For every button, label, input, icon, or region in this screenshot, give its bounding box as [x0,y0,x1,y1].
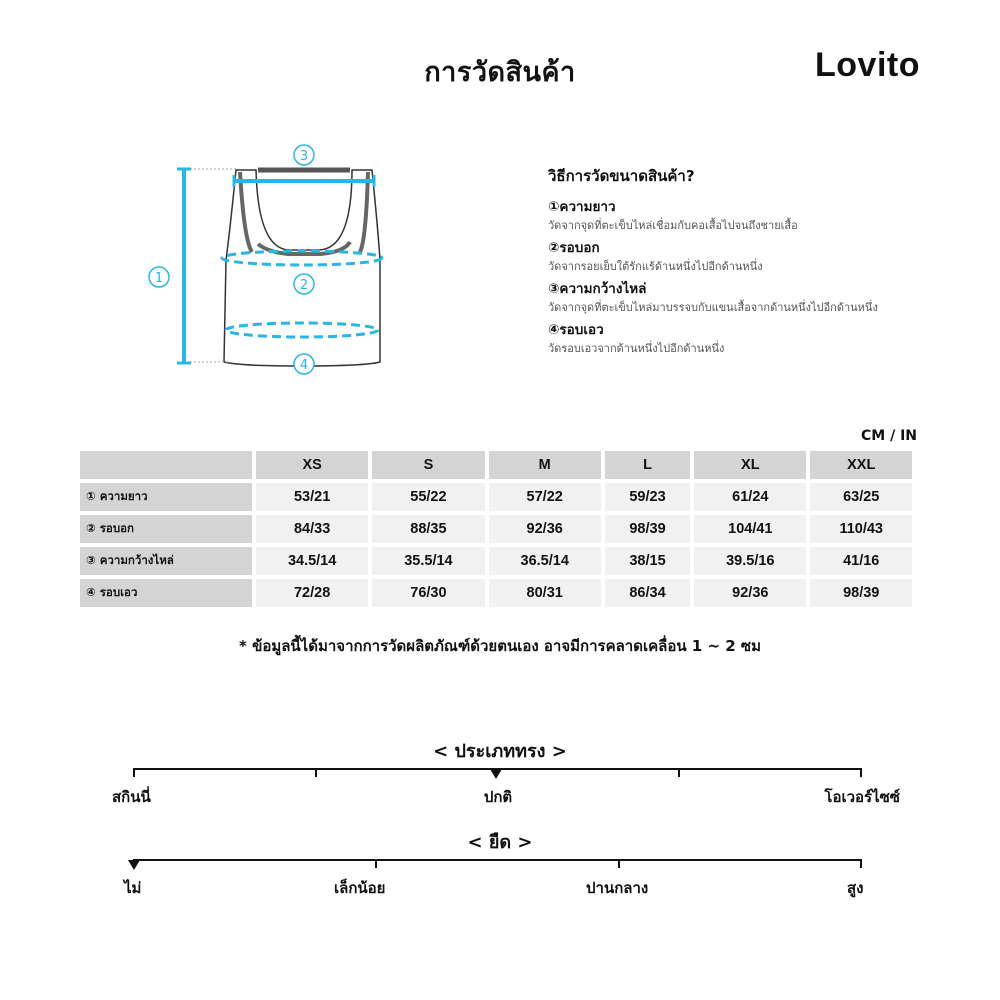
guide-item-desc: วัดรอบเอวจากด้านหนึ่งไปอีกด้านหนึ่ง [548,342,725,355]
table-cell: 86/34 [605,579,690,607]
size-header-cell: XXL [810,451,912,479]
fit-scale-tick [315,768,317,777]
table-row [80,547,912,575]
stretch-scale-title: < ยืด > [467,832,533,853]
table-cell: 92/36 [694,579,806,607]
size-header-cell: XL [694,451,806,479]
fit-label-oversize: โอเวอร์ไซซ์ [824,788,900,806]
table-cell: 88/35 [372,515,484,543]
waist-measure-ellipse [226,323,378,337]
guide-item-shoulder [548,280,978,316]
marker-2 [294,274,314,294]
row-label: ③ ความกว้างไหล่ [80,547,252,575]
stretch-scale-tick [618,859,620,868]
table-cell: 35.5/14 [372,547,484,575]
guide-item-title: ①ความยาว [548,199,616,215]
table-cell: 34.5/14 [256,547,368,575]
length-measure-line [177,169,191,363]
table-cell: 41/16 [810,547,912,575]
stretch-selected-marker [128,860,140,870]
page-title: การวัดสินค้า [424,57,576,88]
row-label: ④ รอบเอว [80,579,252,607]
guide-item-title: ③ความกว้างไหล่ [548,281,647,297]
fit-scale-tick [678,768,680,777]
guide-item-desc: วัดจากจุดที่ตะเข็บไหล่มาบรรจบกับแขนเสื้อจากด้านหนึ่งไปอีกด้านหนึ่ง [548,301,878,314]
table-cell: 63/25 [810,483,912,511]
table-cell: 61/24 [694,483,806,511]
stretch-label-medium: ปานกลาง [586,879,649,897]
guide-item-title: ④รอบเอว [548,322,604,338]
svg-text:2: 2 [299,278,309,293]
unit-label: CM / IN [861,428,917,444]
table-cell: 36.5/14 [489,547,601,575]
fit-scale-title: < ประเภททรง > [433,741,567,762]
table-row [80,515,912,543]
stretch-scale-tick [860,859,862,868]
svg-text:3: 3 [299,149,309,164]
table-corner-cell [80,451,252,479]
table-cell: 59/23 [605,483,690,511]
stretch-label-slight: เล็กน้อย [334,879,386,897]
table-cell: 57/22 [489,483,601,511]
table-row [80,579,912,607]
table-cell: 110/43 [810,515,912,543]
shoulder-measure-line [234,175,374,187]
svg-text:1: 1 [154,271,164,286]
row-label: ② รอบอก [80,515,252,543]
measurement-guide [548,164,978,362]
size-header-row [80,451,912,479]
marker-3 [294,145,314,165]
size-header-cell: XS [256,451,368,479]
guide-item-title: ②รอบอก [548,240,600,256]
guide-item-waist [548,321,978,357]
svg-text:4: 4 [299,358,309,373]
size-table [76,447,916,611]
guide-item-desc: วัดจากรอยเย็บใต้รักแร้ด้านหนึ่งไปอีกด้านหนึ่ง [548,260,763,273]
fit-label-skinny: สกินนี่ [112,788,151,806]
size-header-cell: M [489,451,601,479]
table-cell: 38/15 [605,547,690,575]
table-cell: 39.5/16 [694,547,806,575]
row-label: ① ความยาว [80,483,252,511]
table-cell: 55/22 [372,483,484,511]
guide-item-length [548,198,978,234]
table-cell: 76/30 [372,579,484,607]
guide-heading: วิธีการวัดขนาดสินค้า? [548,167,695,185]
table-cell: 72/28 [256,579,368,607]
measurement-note: * ข้อมูลนี้ได้มาจากการวัดผลิตภัณฑ์ด้วยตนเอง อาจมีการคลาดเคลื่อน 1 ~ 2 ซม [239,637,761,655]
fit-selected-marker [490,769,502,779]
stretch-label-none: ไม่ [124,879,142,897]
garment-diagram [140,140,420,390]
size-header-cell: S [372,451,484,479]
stretch-label-high: สูง [847,879,864,897]
guide-item-bust [548,239,978,275]
marker-1 [149,267,169,287]
table-cell: 92/36 [489,515,601,543]
fit-scale-tick [860,768,862,777]
table-cell: 80/31 [489,579,601,607]
stretch-scale-line [133,859,862,861]
marker-4 [294,354,314,374]
brand-logo: Lovito [815,46,920,84]
table-cell: 84/33 [256,515,368,543]
table-row [80,483,912,511]
fit-scale-tick [133,768,135,777]
table-cell: 98/39 [605,515,690,543]
size-header-cell: L [605,451,690,479]
table-cell: 53/21 [256,483,368,511]
table-cell: 104/41 [694,515,806,543]
fit-label-regular: ปกติ [483,788,513,806]
stretch-scale-tick [375,859,377,868]
guide-item-desc: วัดจากจุดที่ตะเข็บไหล่เชื่อมกับคอเสื้อไปจนถึงชายเสื้อ [548,219,798,232]
table-cell: 98/39 [810,579,912,607]
